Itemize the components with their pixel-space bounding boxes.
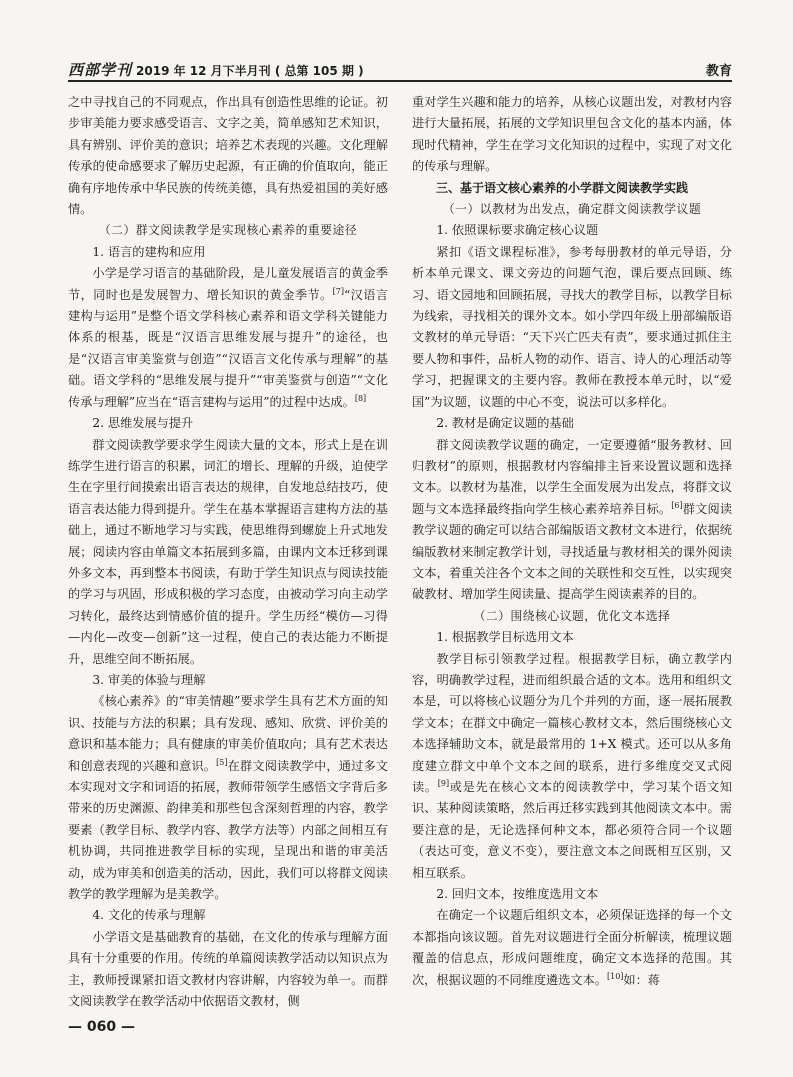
- text-run: （二）群文阅读教学是实现核心素养的重要途径: [98, 223, 358, 238]
- citation-ref: [10]: [607, 971, 624, 981]
- text-run: 4. 文化的传承与理解: [92, 908, 206, 923]
- text-run: “汉语言建构与运用”是整个语文学科核心素养和语文学科关键能力体系的根基，既是“汉语言思维发展与提升”的途径，也是“汉语言审美鉴赏与创造”“汉语言文化传承与理解”的基础。语文学科的“思维发展与提升”“审美鉴赏与创造”“文化传承与理解”应当在“语言建构与运用”的过程中达成。: [68, 287, 389, 409]
- journal-logo: 西部学刊: [68, 61, 133, 79]
- right-column-paragraph: [412, 905, 732, 991]
- right-column: [412, 92, 732, 991]
- right-column-paragraph: [412, 435, 732, 606]
- text-run: 或是先在核心文本的阅读教学中，学习某个语文知识、某种阅读策略，然后再迁移实践到其他阅读文本中。需要注意的是，无论选择何种文本，都必须符合同一个议题（表达可变，意义不变），要注意文本之间既相互区别，又相互联系。: [412, 780, 733, 880]
- citation-ref: [8]: [354, 393, 367, 403]
- left-column-heading: [68, 413, 388, 434]
- issue-info: 2019 年 12 月下半月刊 ( 总第 105 期 ): [136, 64, 364, 78]
- left-column-paragraph: [68, 927, 388, 1013]
- text-run: 1. 依照课标要求确定核心议题: [436, 223, 599, 238]
- citation-ref: [5]: [216, 757, 228, 767]
- text-run: 1. 根据教学目标选用文本: [436, 630, 574, 645]
- citation-ref: [9]: [437, 778, 450, 788]
- right-column-heading: [412, 606, 732, 627]
- text-run: 教学目标引领教学过程。根据教学目标，确立教学内容，明确教学过程，进而组织最合适的文本。选用和组织文本是，可以将核心议题分为几个并列的方面，逐一展拓展教学文本；在群文中确定一篇核心教材文本，然后围绕核心文本选择辅助文本，就是最常用的 1+X 模式。还可以从多角度建立群文中单个文本之间的联系，进行多维度交叉式阅读。: [412, 651, 732, 794]
- left-column-heading: [68, 670, 388, 691]
- text-run: 《核心素养》的“审美情趣”要求学生具有艺术方面的知识、技能与方法的积累；具有发现、感知、欣赏、评价美的意识和基本能力；具有健康的审美价值取向；具有艺术表达和创意表现的兴趣和意识。: [68, 694, 388, 773]
- left-column-heading: [68, 220, 388, 241]
- left-column: [68, 92, 388, 1012]
- text-run: 1. 语言的建构和应用: [92, 244, 206, 259]
- text-run: 在确定一个议题后组织文本，必须保证选择的每一个文本都指向该议题。首先对议题进行全面分析解读，梳理议题覆盖的信息点，形成问题维度，确定文本选择的范围。其次，根据议题的不同维度遴选文本。: [412, 908, 732, 987]
- text-run: （二）围绕核心议题，优化文本选择: [473, 608, 671, 623]
- left-column-paragraph: [68, 263, 388, 413]
- left-column-paragraph: [68, 691, 388, 905]
- citation-ref: [7]: [332, 286, 344, 296]
- right-column-heading: [412, 199, 732, 220]
- citation-ref: [6]: [671, 500, 683, 510]
- text-run: 2. 回归文本，按维度选用文本: [436, 887, 599, 902]
- right-column-heading: [412, 178, 732, 199]
- right-column-heading: [412, 884, 732, 905]
- right-column-paragraph: [412, 242, 732, 413]
- text-run: 三、基于语文核心素养的小学群文阅读教学实践: [436, 180, 689, 195]
- header-left: [68, 59, 364, 80]
- right-column-paragraph: [412, 649, 732, 884]
- text-run: 紧扣《语文课程标准》，参考每册教材的单元导语，分析本单元课文、课文旁边的问题气泡，课后要点回顾、练习、语文园地和回顾拓展，寻找大的教学目标，以教学目标为线索，寻找相关的课外文本。如小学四年级上册部编版语文教材的单元导语：“天下兴亡匹夫有责”，要求通过抓住主要人物和事件，品析人物的动作、语言、诗人的心理活动等学习，把握课文的主要内容。教师在教授本单元时，以“爱国”为议题，议题的中心不变，说法可以多样化。: [412, 244, 732, 409]
- text-run: 群文阅读教学议题的确定可以结合部编版语文教材文本进行，依据统编版教材来制定教学计划，寻找适量与教材相关的课外阅读文本，着重关注各个文本之间的关联性和交互性，以实现突破教材、增加学生阅读量、提高学生阅读素养的目的。: [412, 501, 733, 602]
- right-column-heading: [412, 220, 732, 241]
- text-run: 如：蒋: [623, 972, 660, 987]
- running-header: [68, 58, 732, 82]
- text-run: （一）以教材为出发点，确定群文阅读教学议题: [442, 202, 702, 217]
- text-run: 在群文阅读教学中，通过多文本实现对文字和词语的拓展，教师带领学生感悟文字背后多带来的历史渊源、韵律美和那些包含深刻哲理的内容，教学要素（教学目标、教学内容、教学方法等）内部之间相互有机协调，共同推进教学目标的实现，呈现出和谐的审美活动，成为审美和创造美的活动，因此，我们可以将群文阅读教学的教学理解为是美教学。: [68, 758, 389, 902]
- text-run: 3. 审美的体验与理解: [92, 672, 206, 687]
- text-run: 小学语文是基础教育的基础，在文化的传承与理解方面具有十分重要的作用。传统的单篇阅读教学活动以知识点为主，教师授课紧扣语文教材内容讲解，内容较为单一。而群文阅读教学在教学活动中依据语文教材，侧: [68, 929, 388, 1009]
- text-run: 2. 思维发展与提升: [92, 416, 194, 431]
- right-column-paragraph: [412, 92, 732, 178]
- left-column-heading: [68, 242, 388, 263]
- page-number: — 060 —: [68, 1019, 135, 1035]
- text-run: 群文阅读教学议题的确定，一定要遵循“服务教材、回归教材”的原则，根据教材内容编排主旨来设置议题和选择文本。以教材为基准，以学生全面发展为出发点，将群文议题与文本选择最终指向学生核心素养培养目标。: [412, 437, 732, 516]
- text-run: 小学是学习语言的基础阶段，是儿童发展语言的黄金季节，同时也是发展智力、增长知识的黄金季节。: [68, 266, 388, 302]
- left-column-heading: [68, 905, 388, 926]
- text-run: 重对学生兴趣和能力的培养，从核心议题出发，对教材内容进行大量拓展，拓展的文学知识里包含文化的基本内涵，体现时代精神，学生在学习文化知识的过程中，实现了对文化的传承与理解。: [412, 95, 732, 174]
- text-run: 群文阅读教学要求学生阅读大量的文本，形式上是在训练学生进行语言的积累，词汇的增长、理解的升级，迫使学生在字里行间摸索出语言表达的规律，自发地总结技巧，使语言表达能力得到提升。学生在基本掌握语言建构方法的基础上，通过不断地学习与实践，使思维得到螺旋上升式地发展；阅读内容由单篇文本拓展到多篇，由课内文本迁移到课外多文本，再到整本书阅读，有助于学生知识点与阅读技能的学习与巩固，形成积极的学习态度，由被动学习向主动学习转化，最终达到情感价值的提升。学生历经“模仿—习得—内化—改变—创新”这一过程，使自己的表达能力不断提升，思维空间不断拓展。: [68, 437, 388, 666]
- left-column-paragraph: [68, 92, 388, 220]
- text-run: 2. 教材是确定议题的基础: [436, 416, 574, 431]
- text-run: 之中寻找自己的不同观点，作出具有创造性思维的论证。初步审美能力要求感受语言、文字之美，简单感知艺术知识，具有辨别、评价美的意识；培养艺术表现的兴趣。文化理解传承的使命感要求了解历史起源，有正确的价值取向，能正确有序地传承中华民族的传统美德，具有热爱祖国的美好感情。: [68, 95, 388, 217]
- section-label: 教育: [705, 64, 732, 79]
- right-column-heading: [412, 413, 732, 434]
- right-column-heading: [412, 627, 732, 648]
- left-column-paragraph: [68, 435, 388, 670]
